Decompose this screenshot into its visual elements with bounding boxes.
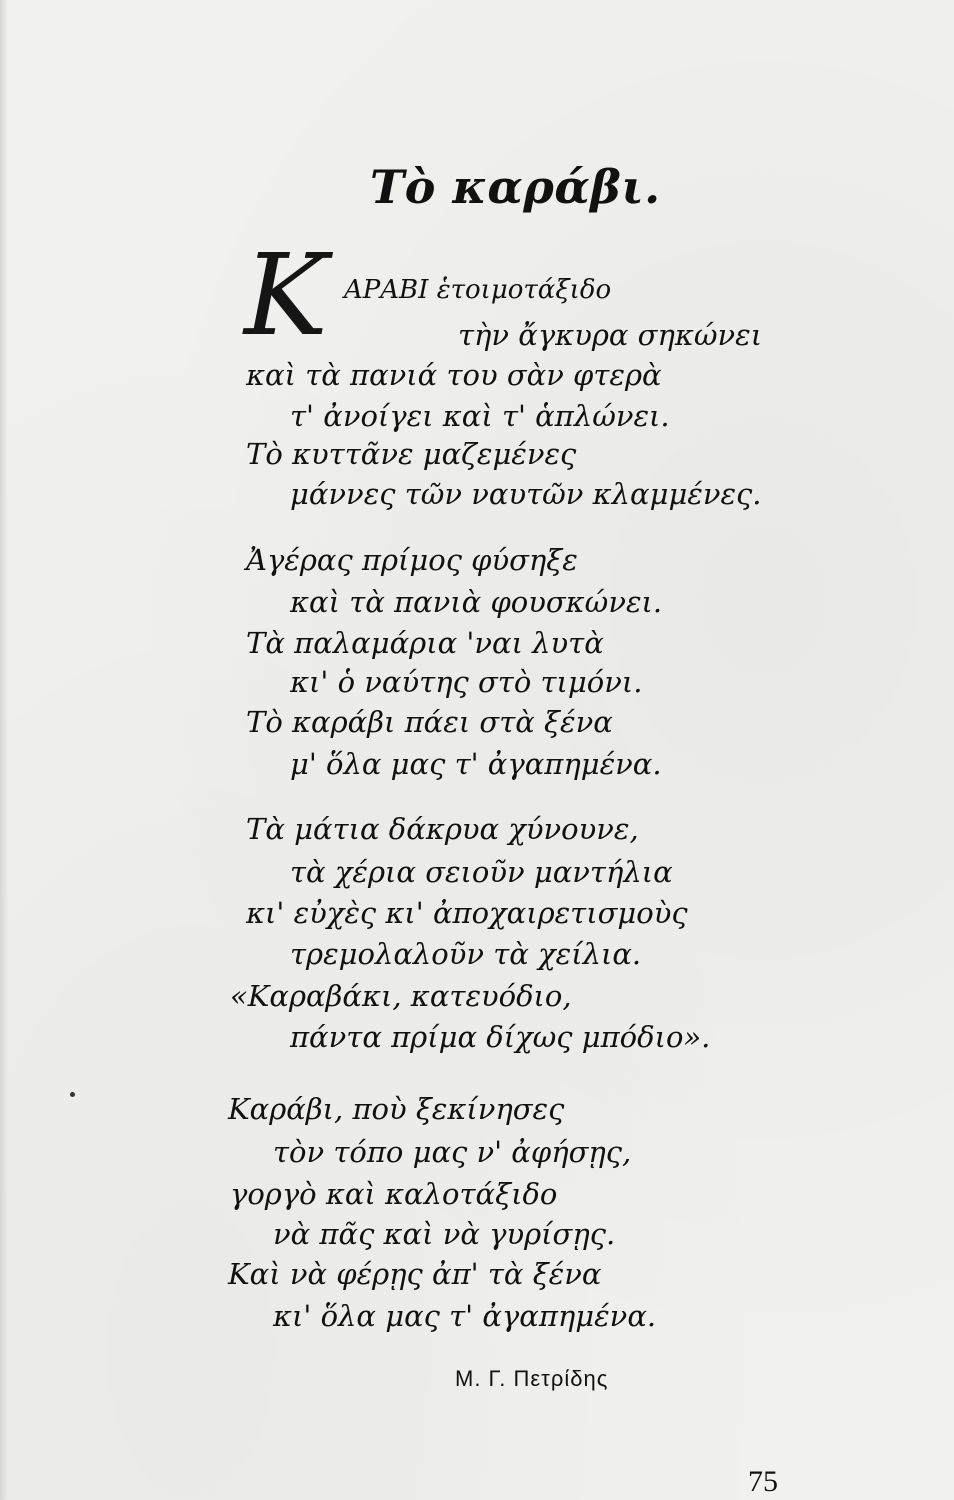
poem-line-5: Τὸ κυττᾶνε μαζεμένες <box>246 437 577 471</box>
poem-line-9: Τὰ παλαμάρια 'ναι λυτὰ <box>246 626 604 660</box>
poem-line-16: τρεμολαλοῦν τὰ χείλια. <box>290 937 642 971</box>
page-gutter-shadow <box>0 0 8 1500</box>
poem-line-6: μάννες τῶν ναυτῶν κλαμμένες. <box>290 477 762 511</box>
poem-line-4: τ' ἀνοίγει καὶ τ' ἁπλώνει. <box>290 399 670 433</box>
poem-line-19: Καράβι, ποὺ ξεκίνησες <box>228 1092 565 1126</box>
poem-line-13: Τὰ μάτια δάκρυα χύνουνε, <box>246 812 639 846</box>
poem-line-15: κι' εὐχὲς κι' ἀποχαιρετισμοὺς <box>246 896 688 930</box>
poem-line-20: τὸν τόπο μας ν' ἀφήσῃς, <box>273 1135 632 1169</box>
drop-cap-letter: Κ <box>244 231 328 361</box>
poem-title: Τὸ καράβι. <box>370 160 661 214</box>
poem-line-24: κι' ὅλα μας τ' ἀγαπημένα. <box>273 1299 657 1333</box>
poem-line-21: γοργὸ καὶ καλοτάξιδο <box>230 1177 558 1211</box>
poem-line-7: Ἀγέρας πρίμος φύσηξε <box>246 543 578 577</box>
page-number: 75 <box>748 1465 778 1498</box>
poem-line-17: «Καραβάκι, κατευόδιο, <box>230 979 572 1013</box>
poem-line-2: τὴν ἄγκυρα σηκώνει <box>458 318 763 352</box>
poem-line-18: πάντα πρίμα δίχως μπόδιο». <box>290 1020 711 1054</box>
poem-line-14: τὰ χέρια σειοῦν μαντήλια <box>290 855 673 889</box>
poem-line-11: Τὸ καράβι πάει στὰ ξένα <box>246 705 613 739</box>
poem-line-3: καὶ τὰ πανιά του σὰν φτερὰ <box>246 358 662 392</box>
print-speck <box>70 1092 75 1097</box>
poem-line-1: ΑΡΑΒΙ ἑτοιμοτάξιδο <box>344 275 612 305</box>
poem-line-23: Καὶ νὰ φέρῃς ἀπ' τὰ ξένα <box>228 1257 602 1291</box>
poem-author: Μ. Γ. Πετρίδης <box>455 1366 609 1391</box>
poem-line-12: μ' ὅλα μας τ' ἀγαπημένα. <box>290 747 662 781</box>
poem-line-10: κι' ὁ ναύτης στὸ τιμόνι. <box>290 665 643 699</box>
poem-line-22: νὰ πᾶς καὶ νὰ γυρίσῃς. <box>273 1217 616 1251</box>
poem-line-8: καὶ τὰ πανιὰ φουσκώνει. <box>290 585 663 619</box>
